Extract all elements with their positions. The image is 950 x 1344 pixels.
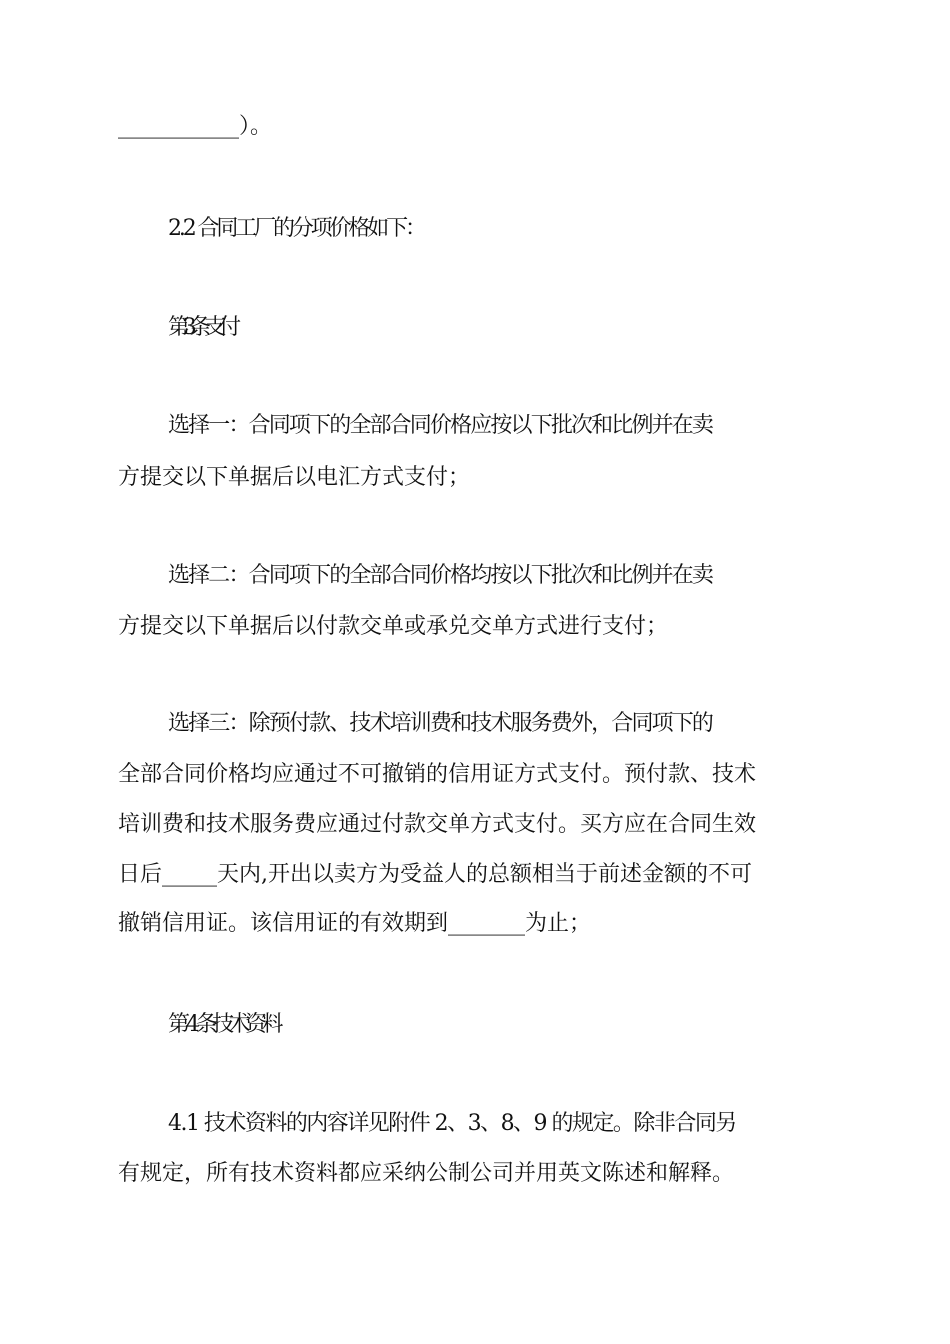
blank-field-closing-line: ___________）。 xyxy=(118,114,273,139)
option-three-line-5: 撤销信用证。该信用证的有效期到_______为止； xyxy=(118,911,592,936)
clause-4-1-line-2: 有规定，所有技术资料都应采纳公制公司并用英文陈述和解释。 xyxy=(118,1161,735,1186)
option-three-line-1: 选择三：除预付款、技术培训费和技术服务费外，合同项下的 xyxy=(168,711,713,736)
option-one-line-1: 选择一：合同项下的全部合同价格应按以下批次和比例并在卖 xyxy=(168,413,713,438)
option-three-line-4: 日后_____天内,开出以卖方为受益人的总额相当于前述金额的不可 xyxy=(118,862,752,887)
option-one-line-2: 方提交以下单据后以电汇方式支付； xyxy=(118,465,471,490)
clause-4-1-line-1: 4.1 技术资料的内容详见附件 2、3、8、9 的规定。除非合同另 xyxy=(168,1111,736,1136)
option-three-line-2: 全部合同价格均应通过不可撤销的信用证方式支付。预付款、技术 xyxy=(118,762,757,787)
article-4-heading: 第 4 条技术资料 xyxy=(168,1012,278,1037)
option-three-line-3: 培训费和技术服务费应通过付款交单方式支付。买方应在合同生效 xyxy=(118,812,757,837)
clause-2-2-heading: 2.2 合同工厂的分项价格如下： xyxy=(168,216,424,241)
option-two-line-2: 方提交以下单据后以付款交单或承兑交单方式进行支付； xyxy=(118,614,669,639)
option-two-line-1: 选择二：合同项下的全部合同价格均按以下批次和比例并在卖 xyxy=(168,563,713,588)
article-3-heading: 第 3 条支付 xyxy=(168,315,235,340)
